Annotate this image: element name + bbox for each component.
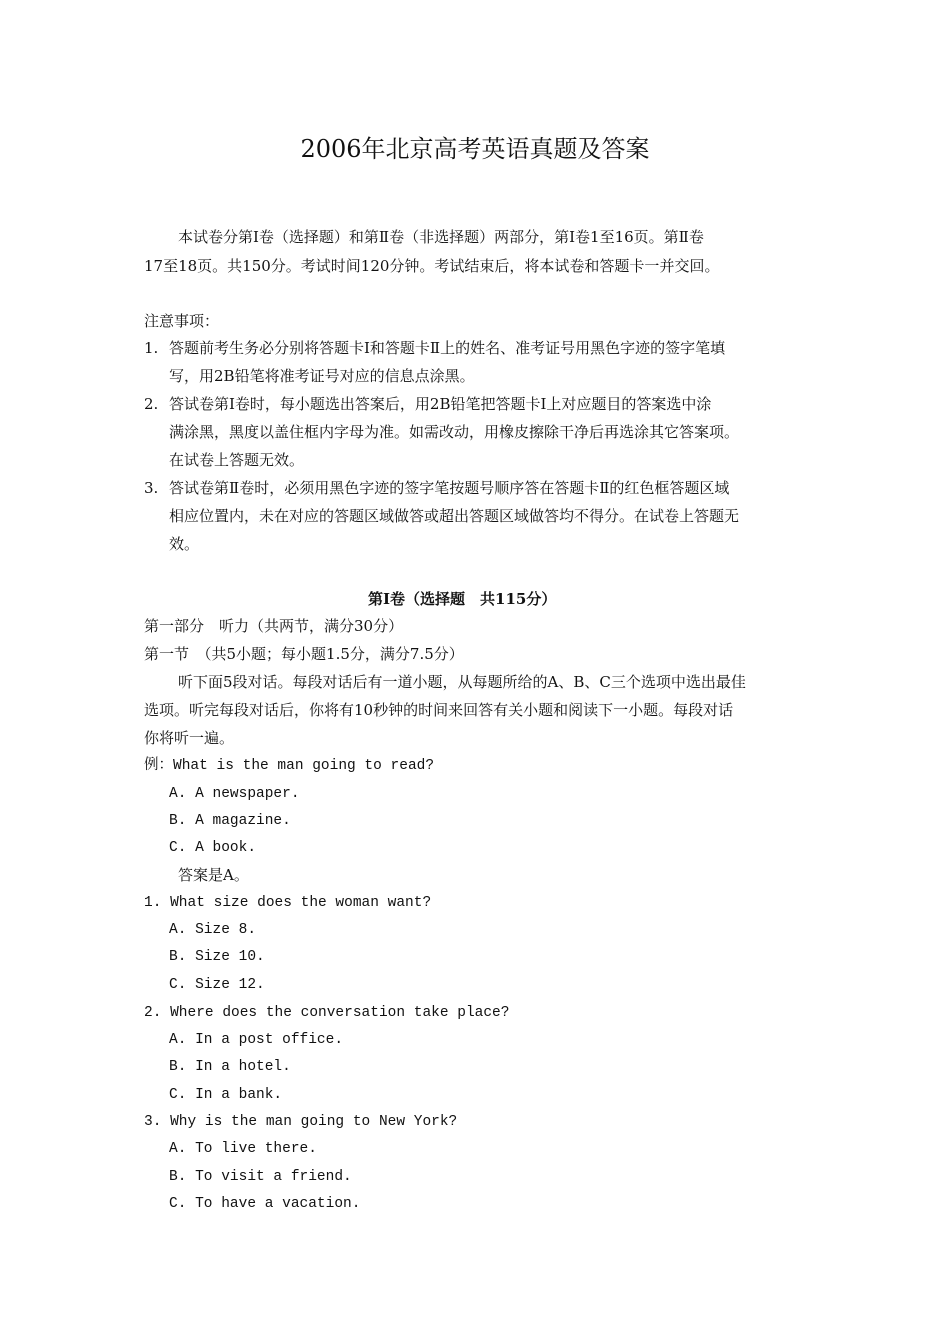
note-number: 1. bbox=[144, 339, 159, 357]
note-line: 答试卷第Ⅰ卷时，每小题选出答案后，用2B铅笔把答题卡Ⅰ上对应题目的答案选中涂 bbox=[169, 395, 712, 413]
note-number: 2. bbox=[144, 395, 159, 413]
note-line: 效。 bbox=[169, 535, 200, 553]
question-option: A. Size 8. bbox=[169, 922, 257, 938]
question-option: C. Size 12. bbox=[169, 977, 265, 993]
intro-line: 本试卷分第Ⅰ卷（选择题）和第Ⅱ卷（非选择题）两部分，第Ⅰ卷1至16页。第Ⅱ卷 bbox=[178, 228, 704, 246]
instruction-line: 听下面5段对话。每段对话后有一道小题，从每题所给的A、B、C三个选项中选出最佳 bbox=[178, 673, 746, 691]
example-option: C. A book. bbox=[169, 840, 257, 856]
question-option: B. To visit a friend. bbox=[169, 1169, 352, 1185]
question-option: C. To have a vacation. bbox=[169, 1196, 361, 1212]
note-line: 在试卷上答题无效。 bbox=[169, 451, 305, 469]
note-line: 答题前考生务必分别将答题卡Ⅰ和答题卡Ⅱ上的姓名、准考证号用黑色字迹的签字笔填 bbox=[169, 339, 726, 357]
question: 3. Why is the man going to New York? bbox=[144, 1114, 458, 1130]
question-option: A. In a post office. bbox=[169, 1032, 344, 1048]
section-title: 第Ⅰ卷（选择题 共115分） bbox=[368, 590, 557, 608]
question-option: A. To live there. bbox=[169, 1141, 317, 1157]
question: 2. Where does the conversation take place? bbox=[144, 1005, 510, 1021]
example-answer: 答案是A。 bbox=[178, 866, 249, 884]
note-line: 相应位置内，未在对应的答题区域做答或超出答题区域做答均不得分。在试卷上答题无 bbox=[169, 507, 740, 525]
example-option: A. A newspaper. bbox=[169, 786, 300, 802]
instruction-line: 选项。听完每段对话后，你将有10秒钟的时间来回答有关小题和阅读下一小题。每段对话 bbox=[144, 701, 734, 719]
part-heading: 第一部分 听力（共两节，满分30分） bbox=[144, 617, 404, 635]
question: 1. What size does the woman want? bbox=[144, 895, 432, 911]
example-question: 例：What is the man going to read? bbox=[144, 758, 435, 774]
notes-heading: 注意事项： bbox=[144, 312, 220, 330]
intro-line: 17至18页。共150分。考试时间120分钟。考试结束后，将本试卷和答题卡一并交回。 bbox=[144, 257, 720, 275]
instruction-line: 你将听一遍。 bbox=[144, 729, 235, 747]
subsection-heading: 第一节 （共5小题；每小题1.5分，满分7.5分） bbox=[144, 645, 464, 663]
question-option: B. In a hotel. bbox=[169, 1059, 291, 1075]
example-option: B. A magazine. bbox=[169, 813, 291, 829]
question-option: B. Size 10. bbox=[169, 949, 265, 965]
note-line: 写，用2B铅笔将准考证号对应的信息点涂黑。 bbox=[169, 367, 475, 385]
question-option: C. In a bank. bbox=[169, 1087, 283, 1103]
note-line: 答试卷第Ⅱ卷时，必须用黑色字迹的签字笔按题号顺序答在答题卡Ⅱ的红色框答题区域 bbox=[169, 479, 730, 497]
note-number: 3. bbox=[144, 479, 159, 497]
note-line: 满涂黑，黑度以盖住框内字母为准。如需改动，用橡皮擦除干净后再选涂其它答案项。 bbox=[169, 423, 740, 441]
document-title: 2006年北京高考英语真题及答案 bbox=[300, 135, 650, 163]
